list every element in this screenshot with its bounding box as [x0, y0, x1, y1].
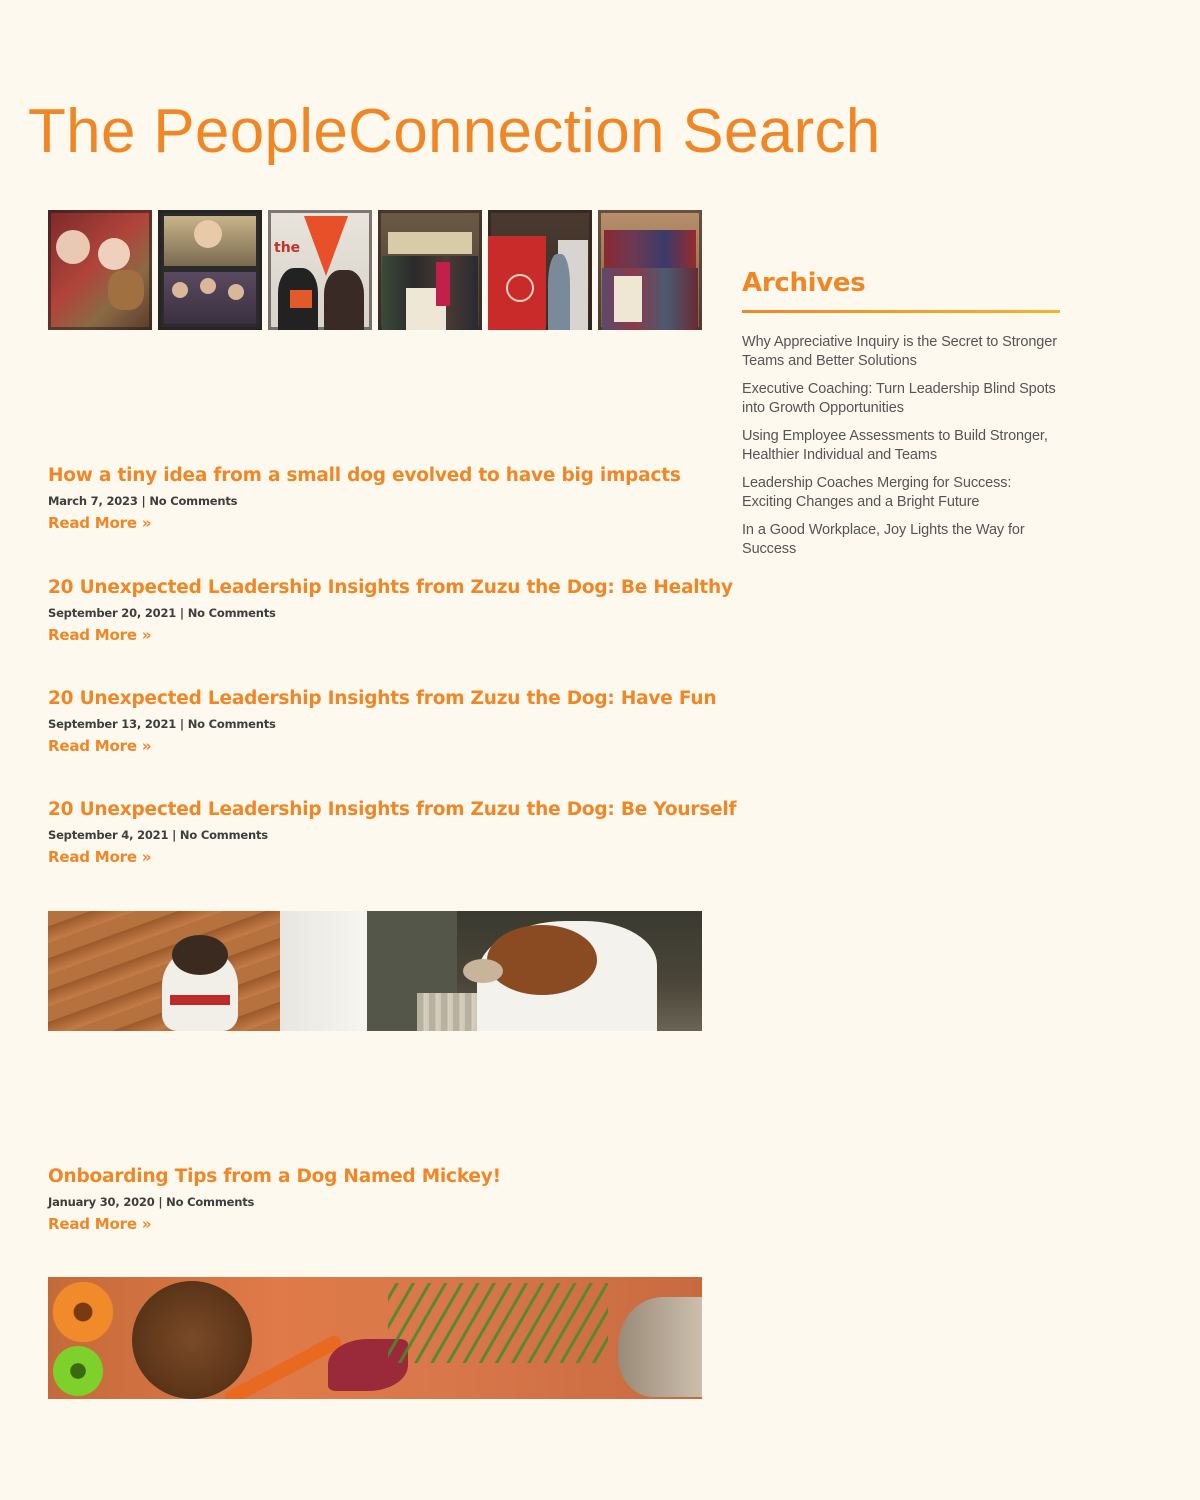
post-entry [48, 464, 728, 533]
post-title-link[interactable]: 20 Unexpected Leadership Insights from Zuzu the Dog: Have Fun [48, 688, 717, 709]
photo-slam-event [488, 210, 592, 330]
photo-team-group [598, 210, 702, 330]
post-meta [48, 493, 728, 509]
read-more-link[interactable]: Read More » [48, 848, 152, 866]
archive-item [742, 474, 1060, 511]
comments-link[interactable]: No Comments [187, 717, 276, 731]
photo-video-call-collage [158, 210, 262, 330]
archive-item [742, 521, 1060, 558]
meta-separator: | [179, 606, 184, 620]
post-date: January 30, 2020 [48, 1195, 155, 1209]
post-meta [48, 827, 728, 843]
archive-link[interactable]: Using Employee Assessments to Build Stronger, Healthier Individual and Teams [742, 428, 1048, 463]
cake [132, 1281, 252, 1399]
read-more-link[interactable]: Read More » [48, 737, 152, 755]
post-date: September 20, 2021 [48, 606, 177, 620]
meta-separator: | [172, 828, 177, 842]
comments-link[interactable]: No Comments [187, 606, 276, 620]
photo-ymca-group [268, 210, 372, 330]
read-more-link[interactable]: Read More » [48, 514, 152, 532]
post-meta [48, 1194, 728, 1210]
photo-group-with-dog-poster [378, 210, 482, 330]
post-title-link[interactable]: Onboarding Tips from a Dog Named Mickey! [48, 1166, 501, 1187]
comments-link[interactable]: No Comments [149, 494, 238, 508]
archive-link[interactable]: Why Appreciative Inquiry is the Secret to Stronger Teams and Better Solutions [742, 334, 1057, 369]
comments-link[interactable]: No Comments [179, 828, 268, 842]
post-date: March 7, 2023 [48, 494, 138, 508]
archive-list [742, 333, 1060, 558]
post-date: September 4, 2021 [48, 828, 169, 842]
post-date: September 13, 2021 [48, 717, 177, 731]
page-title: The PeopleConnection Search [28, 97, 881, 166]
post-entry [48, 687, 728, 756]
archives-divider [742, 310, 1060, 313]
photo-dog-on-wood-floor [48, 911, 367, 1031]
comments-link[interactable]: No Comments [166, 1195, 255, 1209]
archive-link[interactable]: Leadership Coaches Merging for Success: Exciting Changes and a Bright Future [742, 475, 1012, 510]
dog-snout [618, 1297, 702, 1397]
archive-item [742, 333, 1060, 370]
photo-dog-profile [367, 911, 702, 1031]
post-entry [48, 1165, 728, 1234]
archive-item [742, 427, 1060, 464]
photo-two-women-with-dog [48, 210, 152, 330]
featured-image-photo-strip[interactable] [48, 210, 702, 330]
featured-image-flowers-carrots-dog[interactable] [48, 1277, 702, 1399]
post-title-link[interactable]: How a tiny idea from a small dog evolved to have big impacts [48, 465, 681, 486]
orange-flower [48, 1277, 118, 1347]
archives-heading: Archives [742, 268, 866, 298]
read-more-link[interactable]: Read More » [48, 626, 152, 644]
archive-link[interactable]: In a Good Workplace, Joy Lights the Way for Success [742, 522, 1025, 557]
post-entry [48, 576, 733, 645]
post-meta [48, 605, 728, 621]
post-entry [48, 798, 737, 867]
post-title-link[interactable]: 20 Unexpected Leadership Insights from Zuzu the Dog: Be Yourself [48, 799, 737, 820]
read-more-link[interactable]: Read More » [48, 1215, 152, 1233]
post-title-link[interactable]: 20 Unexpected Leadership Insights from Zuzu the Dog: Be Healthy [48, 577, 733, 598]
post-meta [48, 716, 728, 732]
meta-separator: | [158, 1195, 163, 1209]
green-flower [48, 1343, 108, 1399]
sidebar-archives [742, 265, 1060, 568]
meta-separator: | [179, 717, 184, 731]
archive-link[interactable]: Executive Coaching: Turn Leadership Blind Spots into Growth Opportunities [742, 381, 1056, 416]
featured-image-dogs[interactable] [48, 911, 702, 1031]
ymca-logo-text: the [274, 240, 301, 256]
meta-separator: | [141, 494, 146, 508]
archive-item [742, 380, 1060, 417]
carrot-greens [388, 1283, 608, 1363]
